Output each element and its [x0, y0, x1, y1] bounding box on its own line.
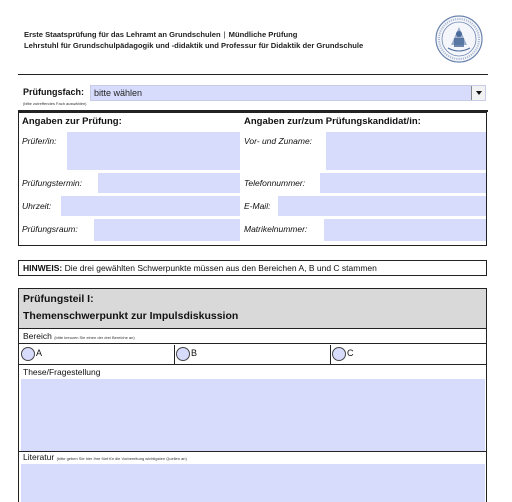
radio-a[interactable]: [21, 347, 35, 361]
email-label: E-Mail:: [244, 201, 271, 211]
option-b-label: B: [191, 348, 198, 358]
radio-b[interactable]: [176, 347, 190, 361]
literatur-label: Literatur: [23, 452, 55, 462]
pruefungsfach-value: bitte wählen: [94, 88, 143, 98]
dropdown-button[interactable]: [471, 86, 485, 100]
pruefungsraum-label: Prüfungsraum:: [22, 224, 78, 234]
option-a-label: A: [36, 348, 43, 358]
these-label: These/Fragestellung: [23, 367, 101, 377]
option-c-label: C: [347, 348, 354, 358]
uhrzeit-label: Uhrzeit:: [22, 201, 52, 211]
pruefer-field[interactable]: [67, 132, 240, 170]
uhrzeit-field[interactable]: [61, 196, 240, 216]
matrikelnummer-field[interactable]: [324, 219, 486, 241]
literatur-hint: (bitte geben Sie hier Ihre fünf für die Vorbereitung wichtigsten Quellen an): [56, 456, 187, 461]
bereich-option-a[interactable]: [19, 345, 174, 364]
bereich-options-row: [19, 345, 486, 365]
pruefungsfach-row: [23, 85, 487, 105]
pruefungsfach-select[interactable]: [90, 85, 486, 101]
document-header: [24, 29, 444, 51]
exam-title: Erste Staatsprüfung für das Lehramt an Grundschulen: [24, 30, 221, 39]
header-rule: [18, 74, 488, 75]
chevron-down-icon: [476, 91, 482, 95]
angaben-top-rule: [18, 110, 488, 112]
literatur-label-group: [23, 452, 187, 462]
bereich-hint: (bitte kreuzen Sie einen der drei Bereiche an): [54, 335, 135, 340]
pruefer-label: Prüfer/in:: [22, 136, 57, 146]
email-field[interactable]: [278, 196, 486, 216]
header-separator: |: [223, 30, 226, 39]
vor-und-zuname-field[interactable]: [326, 132, 486, 170]
pruefungsteil-1-subtitle: Themenschwerpunkt zur Impulsdiskussion: [23, 310, 239, 322]
matrikelnummer-label: Matrikelnummer:: [244, 224, 308, 234]
hinweis-box: [18, 260, 487, 276]
pruefungsfach-label: Prüfungsfach:: [23, 87, 85, 97]
angaben-kandidat-title: Angaben zur/zum Prüfungskandidat/in:: [244, 116, 421, 127]
pruefungsraum-field[interactable]: [94, 219, 240, 241]
vor-und-zuname-label: Vor- und Zuname:: [244, 136, 313, 146]
chair-name: Lehrstuhl für Grundschulpädagogik und -didaktik und Professur für Didaktik der Grundschule: [24, 41, 364, 50]
header-line-1: [24, 29, 444, 40]
bereich-option-b[interactable]: [174, 345, 330, 364]
angaben-pruefung-title: Angaben zur Prüfung:: [22, 116, 122, 127]
pruefungsfach-hint: (bitte zutreffendes Fach auswählen): [23, 101, 87, 106]
literatur-field[interactable]: [21, 464, 485, 502]
university-seal-icon: [434, 14, 484, 64]
hinweis-text: Die drei gewählten Schwerpunkte müssen aus den Bereichen A, B und C stammen: [64, 263, 377, 273]
radio-c[interactable]: [332, 347, 346, 361]
telefonnummer-field[interactable]: [320, 173, 486, 193]
bereich-option-c[interactable]: [330, 345, 486, 364]
pruefungsteil-1-header: [19, 289, 486, 329]
these-field[interactable]: [21, 379, 485, 451]
hinweis-label: HINWEIS:: [23, 263, 63, 273]
pruefungstermin-label: Prüfungstermin:: [22, 178, 82, 188]
pruefungstermin-field[interactable]: [98, 173, 240, 193]
exam-type: Mündliche Prüfung: [228, 30, 298, 39]
bereich-row: [19, 330, 486, 344]
bereich-label: Bereich: [23, 331, 52, 341]
pruefungsteil-1-title: Prüfungsteil I:: [23, 293, 94, 305]
telefonnummer-label: Telefonnummer:: [244, 178, 306, 188]
bereich-label-group: [23, 331, 135, 341]
pruefungsteil-1-section: [18, 288, 487, 502]
